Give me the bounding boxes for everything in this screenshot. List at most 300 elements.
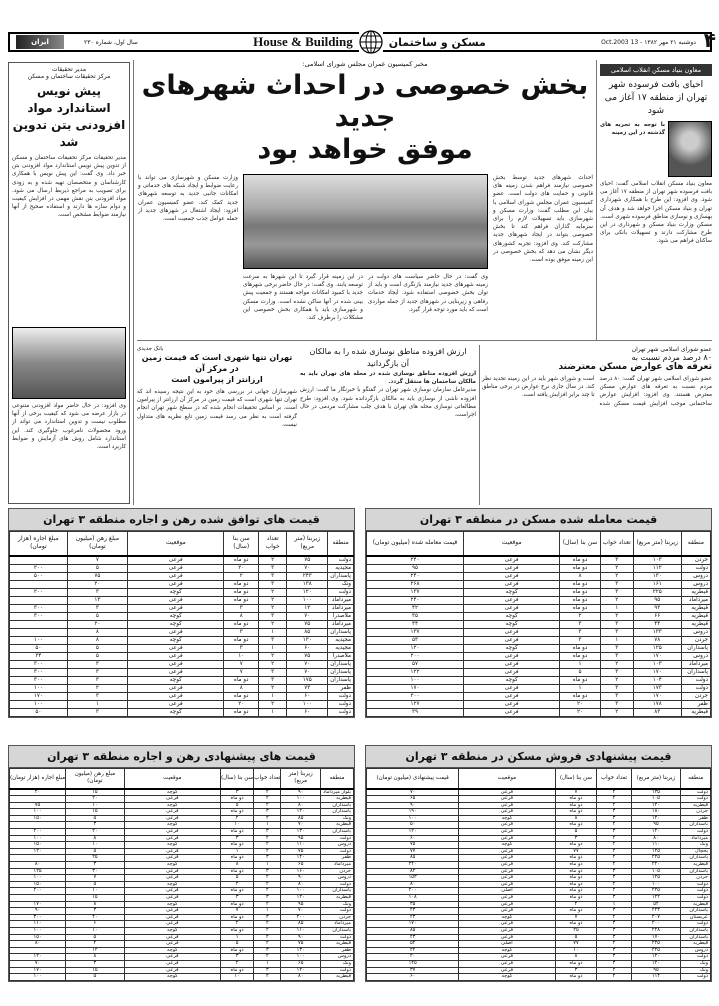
table-cell: میرداماد bbox=[328, 596, 354, 604]
table-cell: ۱۷۰ bbox=[10, 967, 66, 974]
table-cell: کوچه bbox=[124, 862, 220, 869]
table-cell: پاسداران bbox=[681, 855, 711, 862]
table-header-row bbox=[10, 769, 354, 789]
table-cell: ۲ bbox=[254, 888, 281, 895]
table-cell: ۳ bbox=[560, 628, 600, 636]
table-cell: ۸ bbox=[66, 954, 125, 961]
table-cell: ۳ bbox=[597, 868, 631, 875]
table-cell: فرعی bbox=[128, 700, 224, 708]
table-cell: ونک bbox=[681, 967, 711, 974]
table-cell: فرعی bbox=[124, 815, 220, 822]
table-row bbox=[367, 829, 711, 836]
table-title: قیمت های پیشنهادی رهن و اجاره منطقه ۳ تهران bbox=[9, 746, 354, 768]
table-cell: ۸ bbox=[560, 572, 600, 580]
table-cell: ۹۳ bbox=[633, 604, 681, 612]
table-cell: ۱۰۰ bbox=[10, 974, 66, 981]
table-cell: میرداماد bbox=[328, 604, 354, 612]
table-cell: ۲۰۰ bbox=[367, 692, 464, 700]
table-cell: ۵۳ bbox=[367, 636, 464, 644]
table-cell: ۲۴۳ bbox=[287, 572, 328, 580]
table-cell: ۹۵ bbox=[631, 822, 681, 829]
table-cell: فرعی bbox=[128, 604, 224, 612]
table-cell: ۳ bbox=[220, 954, 253, 961]
table-cell: ۱۰۰ bbox=[10, 809, 66, 816]
table-cell: فرعی bbox=[464, 572, 560, 580]
article-headline: احیای بافت فرسوده شهر تهران از منطقه ۱۷ آغاز می شود bbox=[604, 80, 708, 116]
column-header: مبلغ رهن (میلیون تومان) bbox=[67, 532, 127, 556]
table-cell: فرعی bbox=[464, 596, 560, 604]
table-row bbox=[367, 676, 711, 684]
table-cell: دو ماه bbox=[220, 868, 253, 875]
table-cell: ۲ bbox=[254, 927, 281, 934]
table-cell: ۲۴۵ bbox=[631, 947, 681, 954]
column-header: تعداد خواب bbox=[597, 769, 631, 789]
table-cell: ۵ bbox=[555, 829, 597, 836]
table-cell: ۳ bbox=[600, 700, 633, 708]
table-cell: دولت bbox=[321, 967, 354, 974]
table-cell: کوچه bbox=[128, 708, 224, 716]
article-body: مدیرعامل سازمان نوسازی شهر تهران در گفتگو با خبرنگار ما گفت: ارزش افزوده ناشی از نوسازی باید به مالکان بازگردانده شود. وی افزود: طرح مطالعاتی نوسازی محله های تهران با هدف جلب مشارکت مردمی در حال اجراست. bbox=[300, 387, 476, 419]
table-cell: دو ماه bbox=[224, 676, 259, 684]
table-cell: دو ماه bbox=[224, 636, 259, 644]
table-cell: ۳۰۰ bbox=[10, 660, 68, 668]
table-cell: ۸ bbox=[555, 815, 597, 822]
table-row bbox=[367, 620, 711, 628]
table-cell: ۷۷ bbox=[555, 941, 597, 948]
table-cell: ۱۲۰ bbox=[281, 809, 321, 816]
table-cell: ۳ bbox=[67, 588, 127, 596]
page-number: ۴ bbox=[703, 28, 716, 52]
table-cell: ۶۰ bbox=[287, 644, 328, 652]
article-column: وی گفت: در حال حاضر سیاست های دولت در زمینه شهرهای جدید نیازمند بازنگری است و باید از توان بخش خصوصی استفاده شود. ایجاد خدمات رفاهی و زیربنایی در شهرهای جدید از جمله مواردی است که باید مورد توجه قرار گیرد. bbox=[368, 274, 488, 313]
table-cell: قیطریه bbox=[681, 708, 710, 716]
table-cell: ۲۴۰ bbox=[631, 862, 681, 869]
table-cell: دو ماه bbox=[555, 881, 597, 888]
table-cell: میرداماد bbox=[328, 620, 354, 628]
table-row bbox=[367, 596, 711, 604]
table-cell: دولت bbox=[321, 881, 354, 888]
table-cell: قیطریه bbox=[321, 796, 354, 803]
table-cell: ۳ bbox=[600, 644, 633, 652]
table-cell: ۱۰۰ bbox=[281, 888, 321, 895]
table-row bbox=[367, 652, 711, 660]
table-cell: ۱۵ bbox=[66, 895, 125, 902]
table-cell: فرعی bbox=[128, 644, 224, 652]
table-cell: ۷۸ bbox=[633, 636, 681, 644]
table-cell: ۵ bbox=[220, 941, 253, 948]
table-cell: ۸۰ bbox=[10, 941, 66, 948]
table-cell: ۳ bbox=[220, 789, 253, 796]
table-cell: ۷۵ bbox=[281, 848, 321, 855]
issue-date: دوشنبه ۲۱ مهر ۱۳۸۲ - 13 Oct.2003 bbox=[601, 38, 696, 46]
column-header: سن بنا (سال) bbox=[220, 769, 253, 789]
table-cell: دو ماه bbox=[555, 855, 597, 862]
table-cell: ۱۲ bbox=[66, 947, 125, 954]
table-cell: فرعی bbox=[124, 941, 220, 948]
table-cell: دو ماه bbox=[555, 960, 597, 967]
table-cell: کوچه bbox=[459, 974, 555, 981]
table-cell: ۲ bbox=[600, 612, 633, 620]
table-cell: ۳ bbox=[597, 954, 631, 961]
table-cell: ۱۲۰ bbox=[367, 829, 459, 836]
table-cell: فرعی bbox=[459, 802, 555, 809]
column-header: سن بنا (سال) bbox=[224, 532, 259, 556]
column-header: تعداد خواب bbox=[259, 532, 287, 556]
table-cell: کوچه bbox=[124, 789, 220, 796]
table-cell: دروس bbox=[681, 628, 710, 636]
column-header: تعداد خواب bbox=[254, 769, 281, 789]
table-cell: اصلی bbox=[459, 941, 555, 948]
table-cell: ملاصدرا bbox=[328, 612, 354, 620]
main-headline-line1: بخش خصوصی در احداث شهرهای جدید bbox=[141, 70, 589, 133]
table-cell: کوچه bbox=[459, 842, 555, 849]
table-cell: جردن bbox=[681, 636, 710, 644]
table-cell: قیطریه bbox=[321, 974, 354, 981]
table-cell: ۲ bbox=[254, 881, 281, 888]
table-cell: ۲۰ bbox=[560, 700, 600, 708]
table-cell: دو ماه bbox=[555, 862, 597, 869]
table-cell: دو ماه bbox=[560, 604, 600, 612]
table-cell: ۱۰۳ bbox=[633, 556, 681, 565]
table-cell: ۱۲۰ bbox=[287, 588, 328, 596]
table-cell: ۲ bbox=[224, 572, 259, 580]
table-cell: کوچه bbox=[124, 802, 220, 809]
table-cell: کوچه bbox=[464, 612, 560, 620]
issue-number: سال اول، شماره ۲۳۰ bbox=[84, 38, 138, 46]
table-cell: ۲۰۰ bbox=[281, 914, 321, 921]
table-cell: ۲۰۰ bbox=[367, 652, 464, 660]
table-cell: ۷۷ bbox=[367, 848, 459, 855]
table-cell: ۳۹ bbox=[367, 708, 464, 716]
table-cell: ونک bbox=[321, 815, 354, 822]
table-cell: ۷۵ bbox=[287, 620, 328, 628]
table-cell: دو ماه bbox=[555, 842, 597, 849]
column-header: موقعیت bbox=[464, 532, 560, 556]
table-row bbox=[10, 604, 354, 612]
table-cell: کوچه bbox=[459, 947, 555, 954]
table-cell: دولت bbox=[328, 588, 354, 596]
table-cell: دو ماه bbox=[560, 652, 600, 660]
table-cell: ۲۰۰ bbox=[10, 888, 66, 895]
table-cell: ۴۴ bbox=[633, 620, 681, 628]
table-cell: ظفر bbox=[321, 947, 354, 954]
table-cell: ۱۲۰ bbox=[631, 802, 681, 809]
table-cell: ۳ bbox=[259, 580, 287, 588]
table-cell: دو ماه bbox=[555, 868, 597, 875]
table-cell: دولت bbox=[681, 974, 711, 981]
price-table bbox=[366, 768, 711, 981]
table-cell: ۸۳ bbox=[633, 708, 681, 716]
table-cell bbox=[10, 620, 68, 628]
column-header: سن بنا (سال) bbox=[560, 532, 600, 556]
table-cell: ۷ bbox=[555, 789, 597, 796]
table-cell: میرداماد bbox=[321, 921, 354, 928]
table-cell: دروس bbox=[321, 875, 354, 882]
table-cell: ۳ bbox=[67, 676, 127, 684]
table-cell: ۱۱۰ bbox=[281, 842, 321, 849]
table-row bbox=[10, 700, 354, 708]
table-cell: ۱ bbox=[259, 692, 287, 700]
table-cell: ۷۳ bbox=[287, 684, 328, 692]
table-row bbox=[367, 588, 711, 596]
table-cell: ۴ bbox=[66, 941, 125, 948]
table-cell: دو ماه bbox=[224, 556, 259, 565]
table-cell: مجیدیه bbox=[328, 564, 354, 572]
table-cell: ۲ bbox=[259, 660, 287, 668]
table-header-row bbox=[367, 769, 711, 789]
table-cell: پاسداران bbox=[681, 927, 711, 934]
table-cell: ۳ bbox=[254, 967, 281, 974]
table-cell: ۱۰۰ bbox=[10, 636, 68, 644]
table-row bbox=[10, 596, 354, 604]
table-cell: ۲۰ bbox=[67, 580, 127, 588]
table-cell: ۳ bbox=[220, 835, 253, 842]
table-cell bbox=[10, 556, 68, 565]
table-cell: ۱۱۴ bbox=[631, 974, 681, 981]
table-cell: ۹۵ bbox=[281, 835, 321, 842]
table-cell: فرعی bbox=[459, 875, 555, 882]
table-cell: ۱۰۰ bbox=[10, 684, 68, 692]
table-cell: کوچه bbox=[124, 881, 220, 888]
table-cell: ۸ bbox=[224, 612, 259, 620]
table-cell: ونک bbox=[321, 901, 354, 908]
table-cell: ۷۰ bbox=[281, 908, 321, 915]
table-cell: ۳ bbox=[254, 809, 281, 816]
article-body: عضو شورای اسلامی شهر تهران گفت: ۸۰ درصد مردم نسبت به تعرفه های عوارض مسکن معترض هستند. وی افزود: افزایش عوارض ساختمانی موجب افزایش قیمت مسکن شده است و شورای شهر باید در این زمینه تجدید نظر کند. در سال جاری نرخ عوارض در برخی مناطق تا چند برابر افزایش یافته است. bbox=[482, 376, 712, 407]
table-cell: دروس bbox=[681, 580, 710, 588]
table-cell: ۲ bbox=[220, 815, 253, 822]
table-cell: ۳۰۰ bbox=[10, 914, 66, 921]
table-cell: جردن bbox=[681, 809, 711, 816]
article-body: وی افزود: در حال حاضر مواد افزودنی متنوعی در بازار عرضه می شود که کیفیت برخی از آنها مطلوب نیست و تدوین استاندارد می تواند از ورود محصولات نامرغوب جلوگیری کند. این استاندارد شامل روش های آزمایش و ضوابط کاربرد است. bbox=[12, 403, 126, 451]
table-cell: ۸ bbox=[220, 862, 253, 869]
table-cell: ۱۰۰ bbox=[367, 676, 464, 684]
table-cell: فرعی bbox=[464, 636, 560, 644]
table-cell: ۲ bbox=[259, 596, 287, 604]
table-cell: فرعی bbox=[124, 960, 220, 967]
table-cell: فرعی bbox=[464, 652, 560, 660]
table-cell: ۳ bbox=[560, 636, 600, 644]
table-cell: دو ماه bbox=[555, 974, 597, 981]
table-cell: دو ماه bbox=[555, 802, 597, 809]
table-cell: ۷ bbox=[555, 914, 597, 921]
table-cell: فرعی bbox=[128, 596, 224, 604]
table-cell: دولت bbox=[681, 895, 711, 902]
table-cell: ۳۰۰ bbox=[10, 612, 68, 620]
column-header: موقعیت bbox=[128, 532, 224, 556]
table-cell: فرعی bbox=[459, 934, 555, 941]
table-cell: ۵۰ bbox=[10, 708, 68, 716]
table-cell: دولت bbox=[681, 676, 710, 684]
table-cell: دو ماه bbox=[555, 875, 597, 882]
table-cell: ۷۵ bbox=[287, 652, 328, 660]
table-cell: دو ماه bbox=[220, 809, 253, 816]
table-cell: ۱۳۰ bbox=[287, 636, 328, 644]
article-column: در این زمینه قرار گیرد تا این شهرها به سرعت توسعه یابند. وی گفت: در حال حاضر برخی شهرهای جدید با کمبود امکانات مواجه هستند و جمعیت پیش بینی شده در آنها ساکن نشده است. وزارت مسکن و شهرسازی باید با همکاری بخش خصوصی این مشکلات را برطرف کند. bbox=[243, 274, 363, 322]
table-row bbox=[367, 604, 711, 612]
table-cell: ۱۰۰ bbox=[10, 875, 66, 882]
table-cell: ۳ bbox=[224, 644, 259, 652]
land-price-article bbox=[137, 346, 297, 429]
table-row bbox=[367, 700, 711, 708]
table-cell: ۷ bbox=[67, 556, 127, 565]
table-cell: فرعی bbox=[464, 604, 560, 612]
table-cell: ۳ bbox=[600, 580, 633, 588]
table-cell: ۱ bbox=[560, 660, 600, 668]
table-cell: دولت bbox=[681, 888, 711, 895]
table-cell: دو ماه bbox=[220, 855, 253, 862]
table-cell: ۲ bbox=[254, 802, 281, 809]
table-cell: ۷۰ bbox=[287, 612, 328, 620]
table-cell: ۲۲۵ bbox=[631, 855, 681, 862]
table-cell: ۲۴۰ bbox=[367, 862, 459, 869]
table-cell: جردن bbox=[321, 868, 354, 875]
article-headline: ارزانتر از پیرامون است bbox=[171, 375, 263, 384]
table-cell: فرعی bbox=[124, 796, 220, 803]
table-cell: ۳ bbox=[220, 895, 253, 902]
table-cell: ۸۰ bbox=[281, 802, 321, 809]
table-cell: میرداماد bbox=[681, 596, 710, 604]
table-cell: ۵۰ bbox=[10, 644, 68, 652]
table-cell: دو ماه bbox=[220, 842, 253, 849]
table-cell: ۳ bbox=[600, 692, 633, 700]
table-title: قیمت معامله شده مسکن در منطقه ۳ تهران bbox=[366, 509, 711, 531]
table-row bbox=[10, 668, 354, 676]
section-title-en: House & Building bbox=[253, 34, 353, 49]
table-cell: ۲ bbox=[259, 652, 287, 660]
table-cell: ۹۵ bbox=[633, 596, 681, 604]
table-cell: فرعی bbox=[459, 921, 555, 928]
table-cell: ۳ bbox=[67, 668, 127, 676]
table-cell: فرعی bbox=[459, 809, 555, 816]
table-cell: ۱۲۲ bbox=[631, 895, 681, 902]
table-cell: ۱۳۵ bbox=[631, 789, 681, 796]
table-cell: ۲ bbox=[597, 881, 631, 888]
official-portrait-photo bbox=[668, 121, 712, 177]
table-cell: دولت bbox=[681, 796, 711, 803]
table-cell: ۱۰۰ bbox=[10, 835, 66, 842]
table-cell: دو ماه bbox=[224, 588, 259, 596]
table-cell: ۸۰ bbox=[631, 835, 681, 842]
table-cell: ۱۲۰ bbox=[281, 967, 321, 974]
table-cell: دو ماه bbox=[220, 947, 253, 954]
table-cell: ۱۸۰ bbox=[631, 809, 681, 816]
table-cell: ۱۳۸ bbox=[287, 580, 328, 588]
column-header: مبلغ رهن (میلیون تومان) bbox=[66, 769, 125, 789]
table-cell: ۱۳۳ bbox=[633, 628, 681, 636]
table-cell: ۹۰ bbox=[281, 934, 321, 941]
table-cell: ۱۱۰ bbox=[281, 927, 321, 934]
table-cell: دو ماه bbox=[555, 908, 597, 915]
table-cell: ۵ bbox=[66, 815, 125, 822]
table-cell: ۱۵۰ bbox=[10, 881, 66, 888]
table-cell: ۷۰ bbox=[367, 789, 459, 796]
table-cell: یخچال bbox=[681, 848, 711, 855]
table-cell: فرعی bbox=[459, 954, 555, 961]
table-cell: کوچه bbox=[124, 974, 220, 981]
table-cell: قیطریه bbox=[321, 822, 354, 829]
table-cell: ۳ bbox=[597, 875, 631, 882]
table-cell: فرعی bbox=[124, 895, 220, 902]
table-cell: ۳ bbox=[67, 708, 127, 716]
table-cell: عربستان bbox=[681, 914, 711, 921]
table-cell: ۱۷۰ bbox=[633, 652, 681, 660]
table-cell: دو ماه bbox=[220, 927, 253, 934]
table-cell: فرعی bbox=[124, 829, 220, 836]
table-row bbox=[10, 692, 354, 700]
table-cell: پاسداران bbox=[328, 628, 354, 636]
table-cell: ونک bbox=[681, 960, 711, 967]
column-header: موقعیت bbox=[124, 769, 220, 789]
table-cell: ۵ bbox=[555, 934, 597, 941]
table-cell: ۷۰ bbox=[287, 668, 328, 676]
table-cell: کوچه bbox=[124, 842, 220, 849]
table-cell: دولت bbox=[681, 789, 711, 796]
table-cell: ۲ bbox=[254, 954, 281, 961]
main-article bbox=[137, 60, 593, 322]
table-cell: ۴۳ bbox=[367, 914, 459, 921]
newspaper-logo: ایران bbox=[16, 35, 64, 49]
table-cell: ظفر bbox=[681, 815, 711, 822]
table-cell: ۲ bbox=[254, 796, 281, 803]
table-cell: کوچه bbox=[128, 588, 224, 596]
table-cell: جردن bbox=[681, 692, 710, 700]
column-header: موقعیت bbox=[459, 769, 555, 789]
table-cell: فرعی bbox=[128, 580, 224, 588]
table-cell: ۳ bbox=[600, 556, 633, 565]
table-cell: ۳۷ bbox=[367, 967, 459, 974]
table-cell: ۱۲۰ bbox=[631, 815, 681, 822]
table-cell: ۱۵۰ bbox=[10, 842, 66, 849]
table-cell: ۸ bbox=[224, 684, 259, 692]
table-cell: ۲۰ bbox=[66, 829, 125, 836]
table-cell: ۵۰ bbox=[367, 822, 459, 829]
table-cell: دولت bbox=[328, 700, 354, 708]
table-cell: ۶۵ bbox=[367, 796, 459, 803]
article-column: وزارت مسکن و شهرسازی می تواند با رعایت ضوابط و ایجاد شبکه های خدماتی و امکانات جانبی جدید به توسعه شهرهای جدید کمک کند. عضو کمیسیون عمران افزود: ایجاد اشتغال در شهرهای جدید از جمله عوامل جذب جمعیت است. bbox=[138, 175, 238, 223]
table-row bbox=[10, 708, 354, 716]
article-lead: با توجه به تجربه های گذشته در این زمینه bbox=[600, 122, 665, 137]
table-cell: ۲ bbox=[597, 802, 631, 809]
table-cell: میرداماد bbox=[681, 660, 710, 668]
table-cell: دولت bbox=[681, 564, 710, 572]
table-cell: ۲۶۸ bbox=[367, 580, 464, 588]
table-cell: ونک bbox=[321, 960, 354, 967]
table-cell: ۷۰ bbox=[287, 660, 328, 668]
table-cell: ۷۰ bbox=[281, 822, 321, 829]
table-cell: ۱۳۰ bbox=[633, 572, 681, 580]
table-cell: ۱ bbox=[67, 700, 127, 708]
table-cell: ۱۵۰ bbox=[10, 815, 66, 822]
table-cell: ۱۴۰ bbox=[631, 829, 681, 836]
table-cell: ۱۰۵ bbox=[631, 796, 681, 803]
table-row bbox=[367, 580, 711, 588]
table-cell: ۲۰۰ bbox=[10, 829, 66, 836]
table-cell: فرعی bbox=[128, 564, 224, 572]
table-cell: ۳ bbox=[254, 895, 281, 902]
table-cell: ۲ bbox=[600, 596, 633, 604]
table-cell: میرداماد bbox=[321, 862, 354, 869]
table-cell: ۳ bbox=[597, 895, 631, 902]
table-cell: ۱۶۰ bbox=[281, 868, 321, 875]
table-cell: ۷۷ bbox=[555, 848, 597, 855]
proposed-rent-price-table bbox=[8, 745, 355, 982]
table-cell: ۱۲۵ bbox=[631, 848, 681, 855]
table-title: قیمت های توافق شده رهن و اجاره منطقه ۳ تهران bbox=[9, 509, 354, 531]
fees-article bbox=[482, 346, 712, 408]
table-cell: قیطریه bbox=[681, 588, 710, 596]
table-cell: ۷۵ bbox=[367, 842, 459, 849]
